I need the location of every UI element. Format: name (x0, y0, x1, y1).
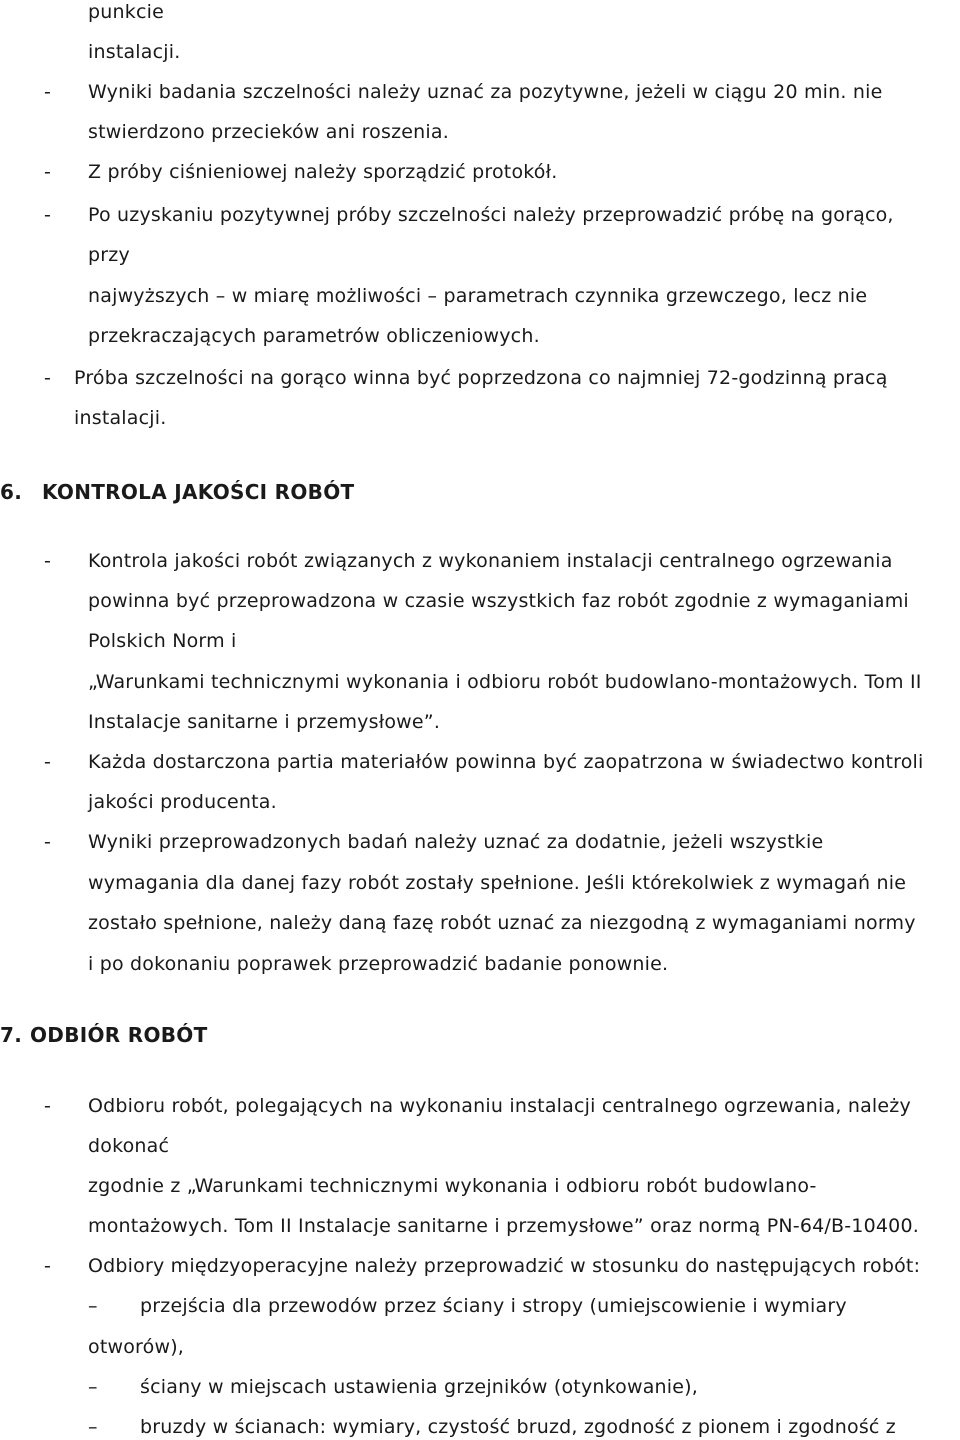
text-line: Kontrola jakości robót związanych z wykonaniem instalacji centralnego ogrzewania (88, 550, 893, 572)
text-line: Odbioru robót, polegających na wykonaniu instalacji centralnego ogrzewania, należy (88, 1095, 911, 1117)
text-line: bruzdy w ścianach: wymiary, czystość bruzd, zgodność z pionem i zgodność z (140, 1416, 896, 1438)
text-line: punkcie (88, 1, 164, 23)
text-line: otworów), (88, 1336, 185, 1358)
text-line: montażowych. Tom II Instalacje sanitarne i przemysłowe” oraz normą PN-64/B-10400. (88, 1215, 919, 1237)
text-line: Próba szczelności na gorąco winna być poprzedzona co najmniej 72-godzinną pracą (74, 367, 888, 389)
text-line: instalacji. (88, 41, 181, 63)
text-line: powinna być przeprowadzona w czasie wszystkich faz robót zgodnie z wymaganiami (88, 590, 909, 612)
bullet-marker: - (44, 1255, 51, 1277)
text-line: Z próby ciśnieniowej należy sporządzić protokół. (88, 161, 558, 183)
dash-marker: – (88, 1376, 98, 1398)
text-line: i po dokonaniu poprawek przeprowadzić badanie ponownie. (88, 953, 669, 975)
text-line: przejścia dla przewodów przez ściany i stropy (umiejscowienie i wymiary (140, 1295, 847, 1317)
section-6-title: KONTROLA JAKOŚCI ROBÓT (42, 480, 355, 504)
text-line: jakości producenta. (88, 791, 277, 813)
dash-marker: – (88, 1295, 98, 1317)
text-line: przekraczających parametrów obliczeniowych. (88, 325, 540, 347)
section-6-number: 6. (0, 480, 23, 504)
bullet-marker: - (44, 831, 51, 853)
text-line: Wyniki przeprowadzonych badań należy uznać za dodatnie, jeżeli wszystkie (88, 831, 824, 853)
bullet-marker: - (44, 81, 51, 103)
text-line: najwyższych – w miarę możliwości – parametrach czynnika grzewczego, lecz nie (88, 285, 868, 307)
text-line: Instalacje sanitarne i przemysłowe”. (88, 711, 441, 733)
dash-marker: – (88, 1416, 98, 1438)
bullet-marker: - (44, 161, 51, 183)
text-line: dokonać (88, 1135, 170, 1157)
bullet-marker: - (44, 751, 51, 773)
text-line: ściany w miejscach ustawienia grzejników (otynkowanie), (140, 1376, 699, 1398)
bullet-marker: - (44, 204, 51, 226)
bullet-marker: - (44, 550, 51, 572)
section-7-title: ODBIÓR ROBÓT (30, 1023, 208, 1047)
section-7-number: 7. (0, 1023, 23, 1047)
text-line: Po uzyskaniu pozytywnej próby szczelności należy przeprowadzić próbę na gorąco, (88, 204, 894, 226)
text-line: Odbiory międzyoperacyjne należy przeprowadzić w stosunku do następujących robót: (88, 1255, 921, 1277)
text-line: instalacji. (74, 407, 167, 429)
text-line: Wyniki badania szczelności należy uznać za pozytywne, jeżeli w ciągu 20 min. nie (88, 81, 883, 103)
text-line: Polskich Norm i (88, 630, 237, 652)
text-line: wymagania dla danej fazy robót zostały spełnione. Jeśli którekolwiek z wymagań nie (88, 872, 907, 894)
text-line: zostało spełnione, należy daną fazę robót uznać za niezgodną z wymaganiami normy (88, 912, 916, 934)
bullet-marker: - (44, 367, 51, 389)
text-line: stwierdzono przecieków ani roszenia. (88, 121, 449, 143)
bullet-marker: - (44, 1095, 51, 1117)
text-line: zgodnie z „Warunkami technicznymi wykonania i odbioru robót budowlano- (88, 1175, 817, 1197)
text-line: „Warunkami technicznymi wykonania i odbioru robót budowlano-montażowych. Tom II (88, 671, 922, 693)
text-line: przy (88, 244, 130, 266)
text-line: Każda dostarczona partia materiałów powinna być zaopatrzona w świadectwo kontroli (88, 751, 924, 773)
